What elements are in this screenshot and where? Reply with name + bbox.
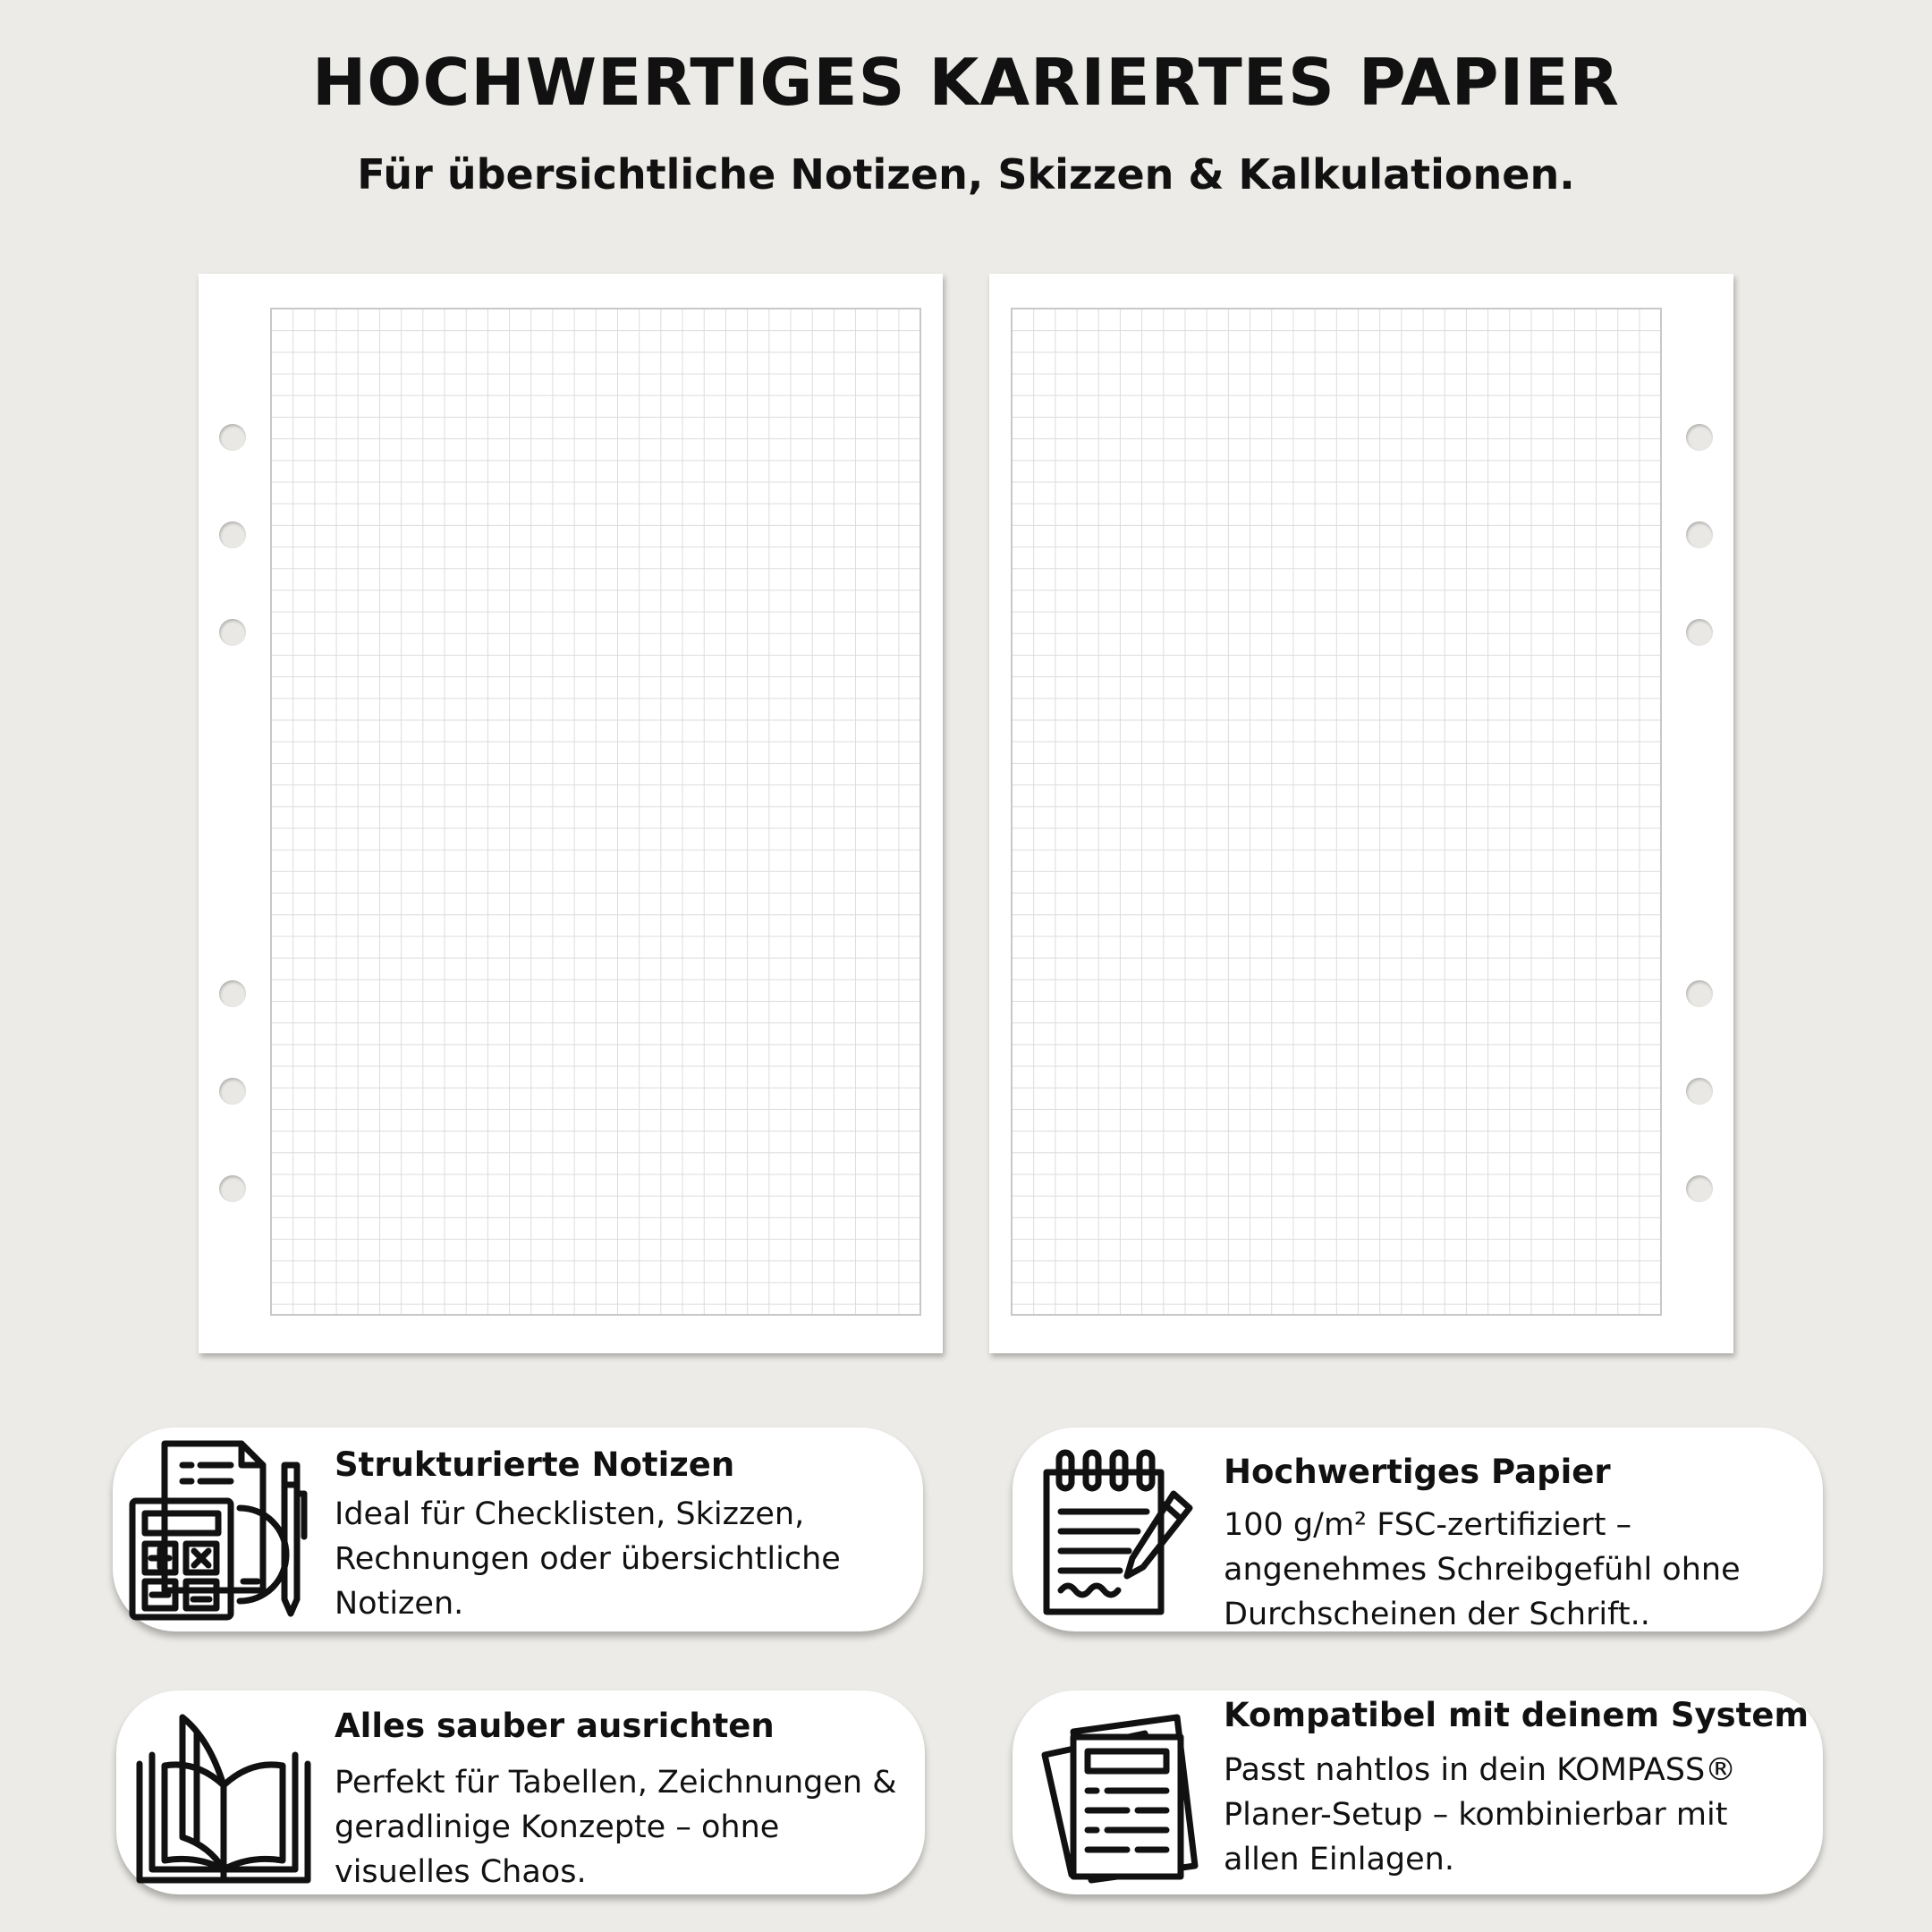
- feature-description: 100 g/m² FSC-zertifiziert – angenehmes Schreibgefühl ohne Durchscheinen der Schrift..: [1224, 1507, 1741, 1632]
- punch-hole: [219, 619, 246, 646]
- feature-card-compatibility: [1013, 1690, 1823, 1894]
- calculator-document-icon: [127, 1438, 315, 1623]
- punch-hole: [1686, 424, 1713, 451]
- feature-description: Passt nahtlos in dein KOMPASS® Planer-Setup – kombinierbar mit allen Einlagen.: [1224, 1752, 1737, 1877]
- feature-card-alignment: [116, 1690, 925, 1894]
- feature-title: Strukturierte Notizen: [335, 1445, 735, 1484]
- grid-paper-sheet-left: [199, 274, 943, 1353]
- grid-area: [1011, 308, 1662, 1316]
- feature-title: Hochwertiges Papier: [1224, 1453, 1611, 1491]
- stacked-pages-icon: [1038, 1705, 1213, 1884]
- feature-title: Kompatibel mit deinem System: [1224, 1696, 1809, 1734]
- feature-card-structured-notes: [113, 1428, 923, 1631]
- feature-description: Perfekt für Tabellen, Zeichnungen & geradlinige Konzepte – ohne visuelles Chaos.: [335, 1765, 897, 1890]
- page-title: HOCHWERTIGES KARIERTES PAPIER: [312, 45, 1620, 120]
- notepad-pen-icon: [1039, 1445, 1200, 1615]
- punch-hole: [1686, 521, 1713, 548]
- punch-hole: [1686, 619, 1713, 646]
- feature-description: Ideal für Checklisten, Skizzen, Rechnungen oder übersichtliche Notizen.: [335, 1496, 841, 1622]
- grid-paper-sheet-right: [989, 274, 1733, 1353]
- feature-title: Alles sauber ausrichten: [335, 1707, 775, 1745]
- page-subtitle: Für übersichtliche Notizen, Skizzen & Kalkulationen.: [357, 150, 1575, 199]
- punch-hole: [219, 1175, 246, 1202]
- punch-hole: [219, 424, 246, 451]
- punch-hole: [219, 1078, 246, 1105]
- punch-hole: [219, 521, 246, 548]
- punch-hole: [1686, 980, 1713, 1007]
- grid-area: [270, 308, 921, 1316]
- feature-card-premium-paper: [1013, 1428, 1823, 1631]
- punch-hole: [219, 980, 246, 1007]
- open-book-icon: [134, 1712, 313, 1887]
- punch-hole: [1686, 1175, 1713, 1202]
- punch-hole: [1686, 1078, 1713, 1105]
